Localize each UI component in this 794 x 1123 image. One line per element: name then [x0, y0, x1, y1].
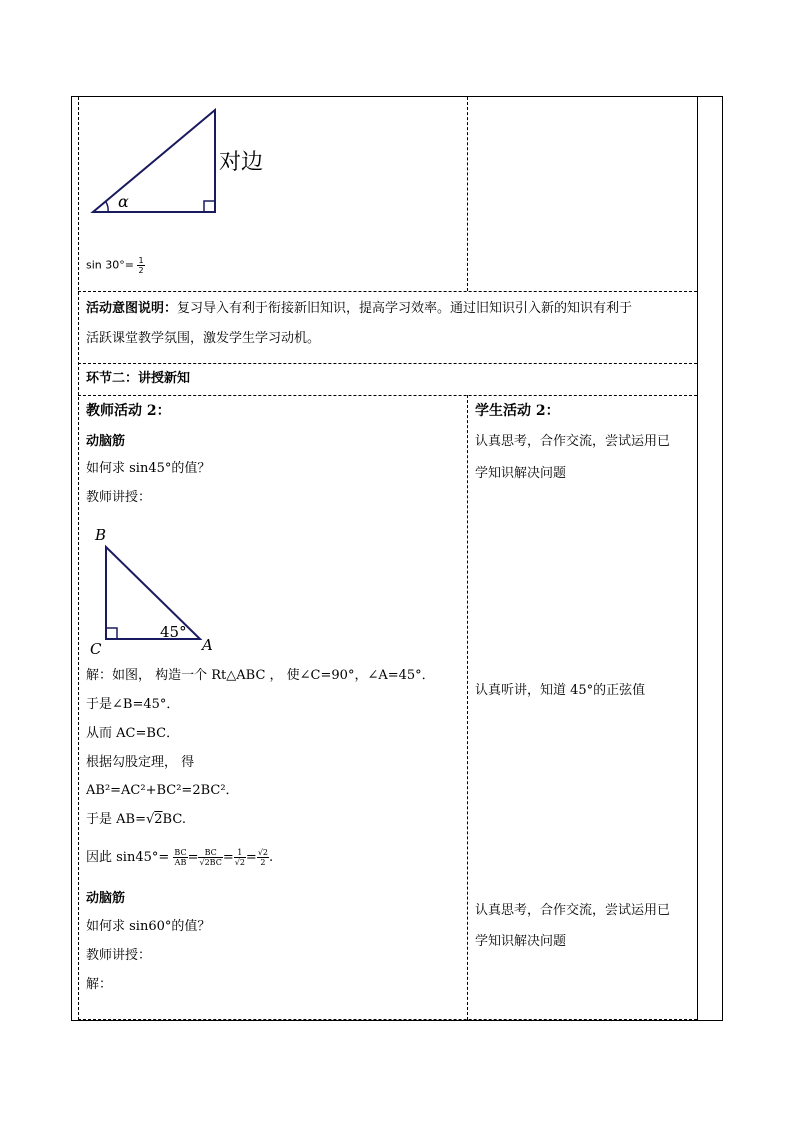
- student-answer-1-line-1: 认真思考，合作交流，尝试运用已: [475, 434, 671, 449]
- column-divider-bottom: [467, 395, 468, 1020]
- intent-label: 活动意图说明：: [86, 301, 178, 316]
- solution-start: 解：: [86, 977, 113, 992]
- section-title: 环节二：讲授新知: [86, 371, 191, 386]
- row-divider-2: [78, 363, 697, 364]
- student-answer-2: 认真听讲，知道 45°的正弦值: [475, 683, 646, 698]
- row-divider-3: [78, 395, 697, 396]
- fraction-1: $\frac{BC}{AB}$: [174, 848, 187, 867]
- solution-line-2: 于是∠B=45°．: [86, 697, 180, 712]
- solution-line-5: AB²=AC²+BC²=2BC²．: [86, 783, 239, 798]
- teacher-explain-1: 教师讲授：: [86, 490, 152, 505]
- student-activity-title: 学生活动 2：: [475, 403, 560, 419]
- fraction-3: $\frac{1}{√2}$: [234, 848, 245, 867]
- question-2: 如何求 sin60°的值？: [86, 919, 211, 934]
- bottom-divider: [78, 1019, 697, 1020]
- think-heading-2: 动脑筋: [86, 891, 126, 906]
- sin30-fraction: $\frac{1}{2}$: [138, 256, 144, 275]
- teacher-activity-title: 教师活动 2：: [86, 403, 171, 419]
- question-1: 如何求 sin45°的值？: [86, 461, 211, 476]
- solution-line-3: 从而 AC=BC．: [86, 726, 180, 741]
- triangle-figure-2: [104, 545, 204, 641]
- sin30-prefix: sin 30°=: [86, 258, 134, 272]
- triangle-figure-1: [90, 108, 220, 216]
- vertex-A-label: A: [202, 636, 213, 654]
- solution-line-4: 根据勾股定理， 得: [86, 755, 195, 770]
- intent-text-1: 复习导入有利于衔接新旧知识，提高学习效率。通过旧知识引入新的知识有利于: [177, 301, 633, 316]
- vertex-B-label: B: [95, 526, 107, 544]
- inner-right-border: [697, 97, 698, 1020]
- row-divider-1: [78, 291, 697, 292]
- vertex-C-label: C: [90, 640, 102, 658]
- intent-line-1: [86, 300, 632, 318]
- think-heading-1: 动脑筋: [86, 434, 126, 449]
- inner-left-border: [78, 97, 79, 1020]
- column-divider-top: [467, 97, 468, 291]
- teacher-explain-2: 教师讲授：: [86, 948, 152, 963]
- triangle-opposite-label: 对边: [219, 150, 264, 175]
- fraction-2: $\frac{BC}{√2BC}$: [199, 848, 222, 867]
- sqrt-symbol: √: [145, 812, 155, 827]
- student-answer-3-line-2: 学知识解决问题: [475, 934, 567, 949]
- triangle-angle-label: α: [118, 192, 129, 211]
- solution-line-6: 于是 AB=√2BC.: [86, 812, 186, 827]
- student-answer-1-line-2: 学知识解决问题: [475, 466, 567, 481]
- angle-45-label: 45°: [160, 623, 187, 641]
- fraction-4: $\frac{√2}{2}$: [257, 848, 269, 867]
- student-answer-3-line-1: 认真思考，合作交流，尝试运用已: [475, 903, 671, 918]
- intent-line-2: 活跃课堂教学氛围，激发学生学习动机。: [86, 331, 321, 346]
- sin30-formula: [86, 256, 145, 275]
- solution-line-1: 解：如图， 构造一个 Rt△ABC ， 使∠C=90°，∠A=45°．: [86, 668, 435, 683]
- solution-line-7: 因此 sin45°= $\frac{BC}{AB}$ = $\frac{BC}{√2BC}$ = $\frac{1}{√2}$ = $\frac{√2}{2}$ .: [86, 848, 274, 867]
